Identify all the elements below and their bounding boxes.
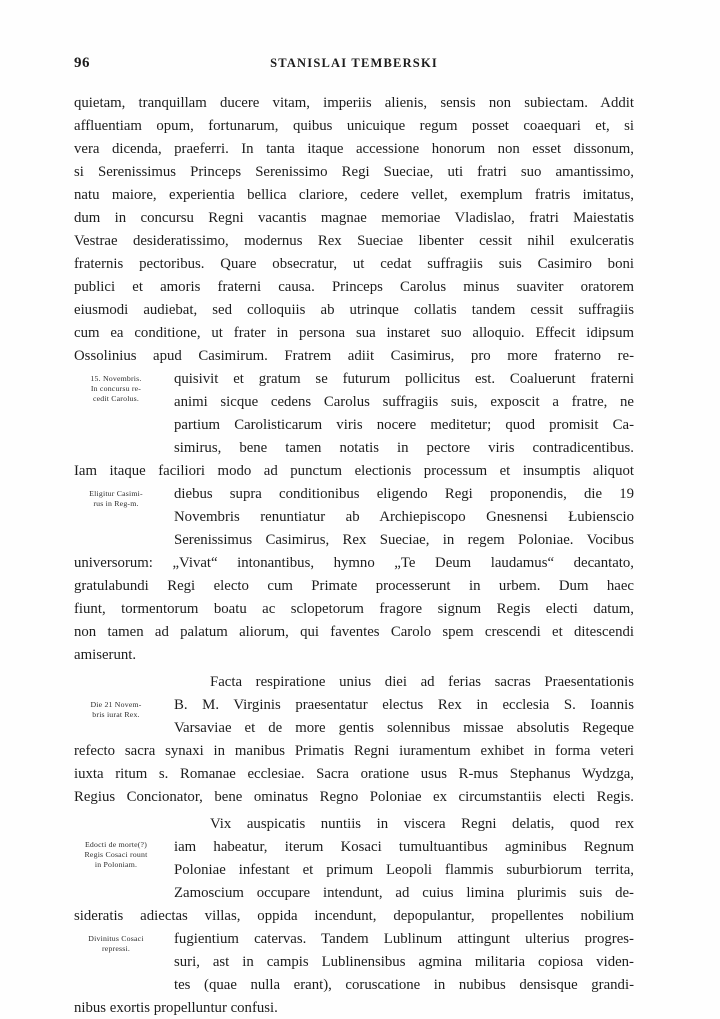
text-line: amiserunt. [74, 647, 137, 663]
margin-note [78, 700, 154, 720]
text-line: Serenissimus Casimirus, Rex Sueciae, in regem Poloniae. Vocibus [174, 532, 634, 548]
margin-note-line: 15. Novembris. [90, 374, 142, 383]
text-line: quisivit et gratum se futurum pollicitus est. Coaluerunt fraterni [174, 371, 634, 387]
page-number: 96 [74, 55, 90, 71]
text-line: publici et amoris fraterni causa. Princeps Carolus minus suaviter oratorem [74, 279, 634, 295]
margin-note [78, 934, 154, 954]
text-line: Regius Concionator, bene ominatus Regno Poloniae ex circumstantiis electi Regis. [74, 789, 634, 805]
margin-note-line: bris iurat Rex. [92, 710, 140, 719]
text-line: quietam, tranquillam ducere vitam, imperiis alienis, sensis non subiectam. Addit [74, 95, 634, 111]
margin-note-line: Die 21 Novem- [90, 700, 142, 709]
text-line: dum in concursu Regni vacantis magnae memoriae Vladislao, fratri Maiestatis [74, 210, 634, 226]
text-line: Facta respiratione unius diei ad ferias sacras Praesentationis [210, 674, 634, 690]
margin-note-line: Eligitur Casimi- [89, 489, 143, 498]
text-line: Iam itaque faciliori modo ad punctum electionis processum et insumptis aliquot [74, 463, 634, 479]
margin-note-line: Regis Cosaci rount [84, 850, 148, 859]
text-line: diebus supra conditionibus eligendo Regi proponendis, die 19 [174, 486, 634, 502]
text-line: iuxta ritum s. Romanae ecclesiae. Sacra oratione usus R-mus Stephanus Wydzga, [74, 766, 634, 782]
text-line: Ossolinius apud Casimirum. Fratrem adiit Casimirus, pro more fraterno re- [74, 348, 634, 364]
text-line: si Serenissimus Princeps Serenissimo Regi Sueciae, uti fratri suo amantissimo, [74, 164, 634, 180]
margin-note-line: in Poloniam. [94, 860, 138, 869]
text-line: Novembris renuntiatur ab Archiepiscopo Gnesnensi Łubienscio [174, 509, 634, 525]
text-line: vera dicenda, praeferri. In tanta itaque accessione honorum non esset dissonum, [74, 141, 634, 157]
text-line: non tamen ad palatum aliorum, qui faventes Carolo spem crescendi et ditescendi [74, 624, 634, 640]
margin-note-line: cedit Carolus. [92, 394, 140, 403]
text-line: fraternis pectoribus. Quare obsecratur, ut cedat suffragiis suis Casimiro boni [74, 256, 634, 272]
text-line: Vestrae desideratissimo, modernus Rex Sueciae libenter cessit nihil exulceratis [74, 233, 634, 249]
margin-note-line: Edocti de morte(?) [84, 840, 148, 849]
margin-note [78, 374, 154, 404]
text-line: affluentiam opum, fortunarum, quibus unicuique regum posset coaequari et, si [74, 118, 634, 134]
running-head: STANISLAI TEMBERSKI [270, 56, 438, 70]
text-line: fugientium catervas. Tandem Lublinum attingunt ulterius progres- [174, 931, 634, 947]
text-line: B. M. Virginis praesentatur electus Rex in ecclesia S. Ioannis [174, 697, 634, 713]
text-line: natu maiore, experientia bellica clariore, cedere vellet, exemplum fratris imitatus, [74, 187, 634, 203]
margin-note-line: rus in Reg-m. [93, 499, 139, 508]
text-line: universorum: „Vivat“ intonantibus, hymno „Te Deum laudamus“ decantato, [74, 555, 634, 571]
text-line: iam habeatur, iterum Kosaci tumultuantibus agminibus Regnum [174, 839, 634, 855]
text-line: cum ea conditione, ut frater in persona sua instaret suo alloquio. Effecit idipsum [74, 325, 634, 341]
text-line: nibus exortis propelluntur confusi. [74, 1000, 278, 1016]
text-line: Varsaviae et de more gentis solennibus missae absolutis Regeque [174, 720, 634, 736]
text-line: refecto sacra synaxi in manibus Primatis Regni iuramentum exhibet in forma veteri [74, 743, 634, 759]
text-line: gratulabundi Regi electo cum Primate processerunt in urbem. Dum haec [74, 578, 634, 594]
text-line: animi sicque cedens Carolus suffragiis suis, exposcit a fratre, ne [174, 394, 634, 410]
text-line: sideratis adiectas villas, oppida incendunt, depopulantur, propellentes nobilium [74, 908, 634, 924]
margin-note-line: Divinitus Cosaci [88, 934, 144, 943]
text-line: Zamoscium occupare intendunt, ad cuius limina plurimis suis de- [174, 885, 634, 901]
text-line: simirus, bene tamen notatis in pectore viris contradicentibus. [174, 440, 634, 456]
text-line: partium Carolisticarum viris nocere meditetur; quod promisit Ca- [174, 417, 634, 433]
text-line: suri, ast in campis Lublinensibus agmina militaria copiosa viden- [174, 954, 634, 970]
text-line: fiunt, tormentorum boatu ac sclopetorum fragore signum Regis electi datum, [74, 601, 634, 617]
margin-note [78, 840, 154, 870]
margin-note-line: repressi. [102, 944, 130, 953]
text-line: Poloniae infestant et primum Leopoli flammis suburbiorum territa, [174, 862, 634, 878]
text-line: eiusmodi audiebat, sed colloquiis ab utrinque collatis tandem cessit suffragiis [74, 302, 634, 318]
margin-note-line: In concursu re- [90, 384, 142, 393]
page-header [74, 55, 634, 75]
text-line: tes (quae nulla erant), coruscatione in nubibus densisque grandi- [174, 977, 634, 993]
margin-note [78, 489, 154, 509]
text-line: Vix auspicatis nuntiis in viscera Regni delatis, quod rex [210, 816, 634, 832]
